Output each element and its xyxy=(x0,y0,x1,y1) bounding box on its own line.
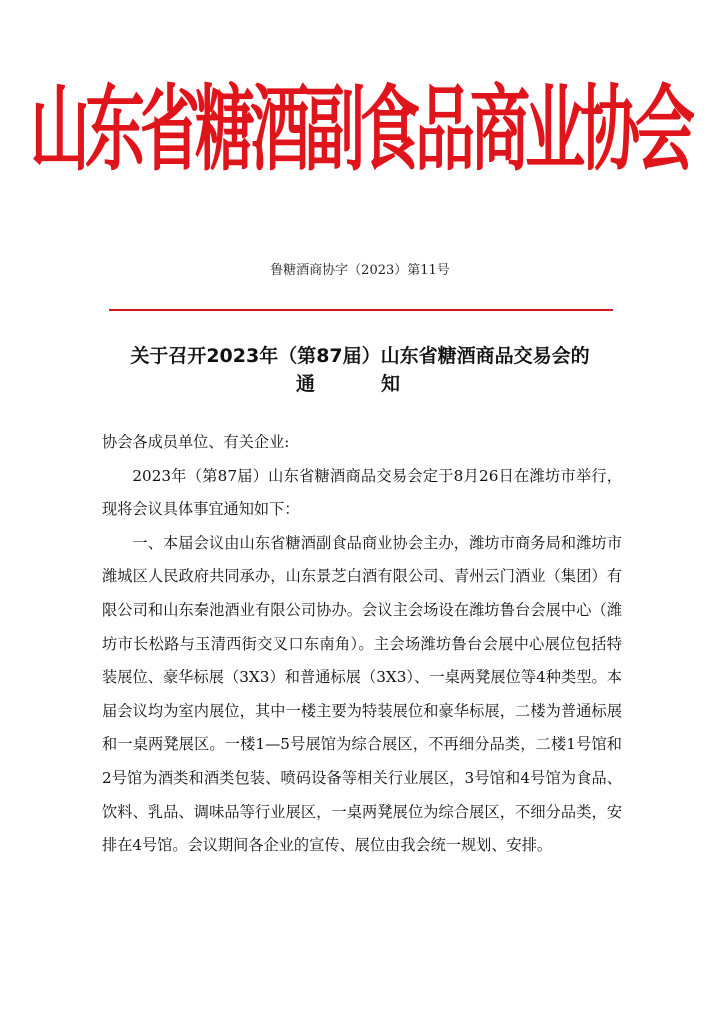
paragraph-intro: 2023年（第87届）山东省糖酒商品交易会定于8月26日在潍坊市举行，现将会议具体事宜通知如下： xyxy=(102,466,622,519)
header-divider xyxy=(109,309,613,311)
organization-header: 山东省糖酒副食品商业协会 xyxy=(30,76,690,185)
notice-title-char-zhi: 知 xyxy=(381,373,401,395)
notice-title-line-1: 关于召开2023年（第87届）山东省糖酒商品交易会的 xyxy=(130,345,590,367)
notice-title-char-tong: 通 xyxy=(296,373,316,395)
document-number: 鲁糖酒商协字（2023）第11号 xyxy=(270,263,450,278)
notice-title-line-2 xyxy=(296,370,400,398)
paragraph-item-1: 一、本届会议由山东省糖酒副食品商业协会主办，潍坊市商务局和潍坊市潍城区人民政府共同承办，山东景芝白酒有限公司、青州云门酒业（集团）有限公司和山东秦池酒业有限公司协办。会议主会场设在潍坊鲁台会展中心（潍坊市长松路与玉清西街交叉口东南角）。主会场潍坊鲁台会展中心展位包括特装展位、豪华标展（3X3）和普通标展（3X3）、一桌两凳展位等4种类型。本届会议均为室内展位，其中一楼主要为特装展位和豪华标展，二楼为普通标展和一桌两凳展区。一楼1—5号展馆为综合展区，不再细分品类，二楼1号馆和2号馆为酒类和酒类包装、喷码设备等相关行业展区，3号馆和4号馆为食品、饮料、乳品、调味品等行业展区，一桌两凳展位为综合展区，不细分品类，安排在4号馆。会议期间各企业的宣传、展位由我会统一规划、安排。 xyxy=(102,533,622,855)
notice-body xyxy=(102,426,622,863)
salutation: 协会各成员单位、有关企业: xyxy=(102,433,290,451)
